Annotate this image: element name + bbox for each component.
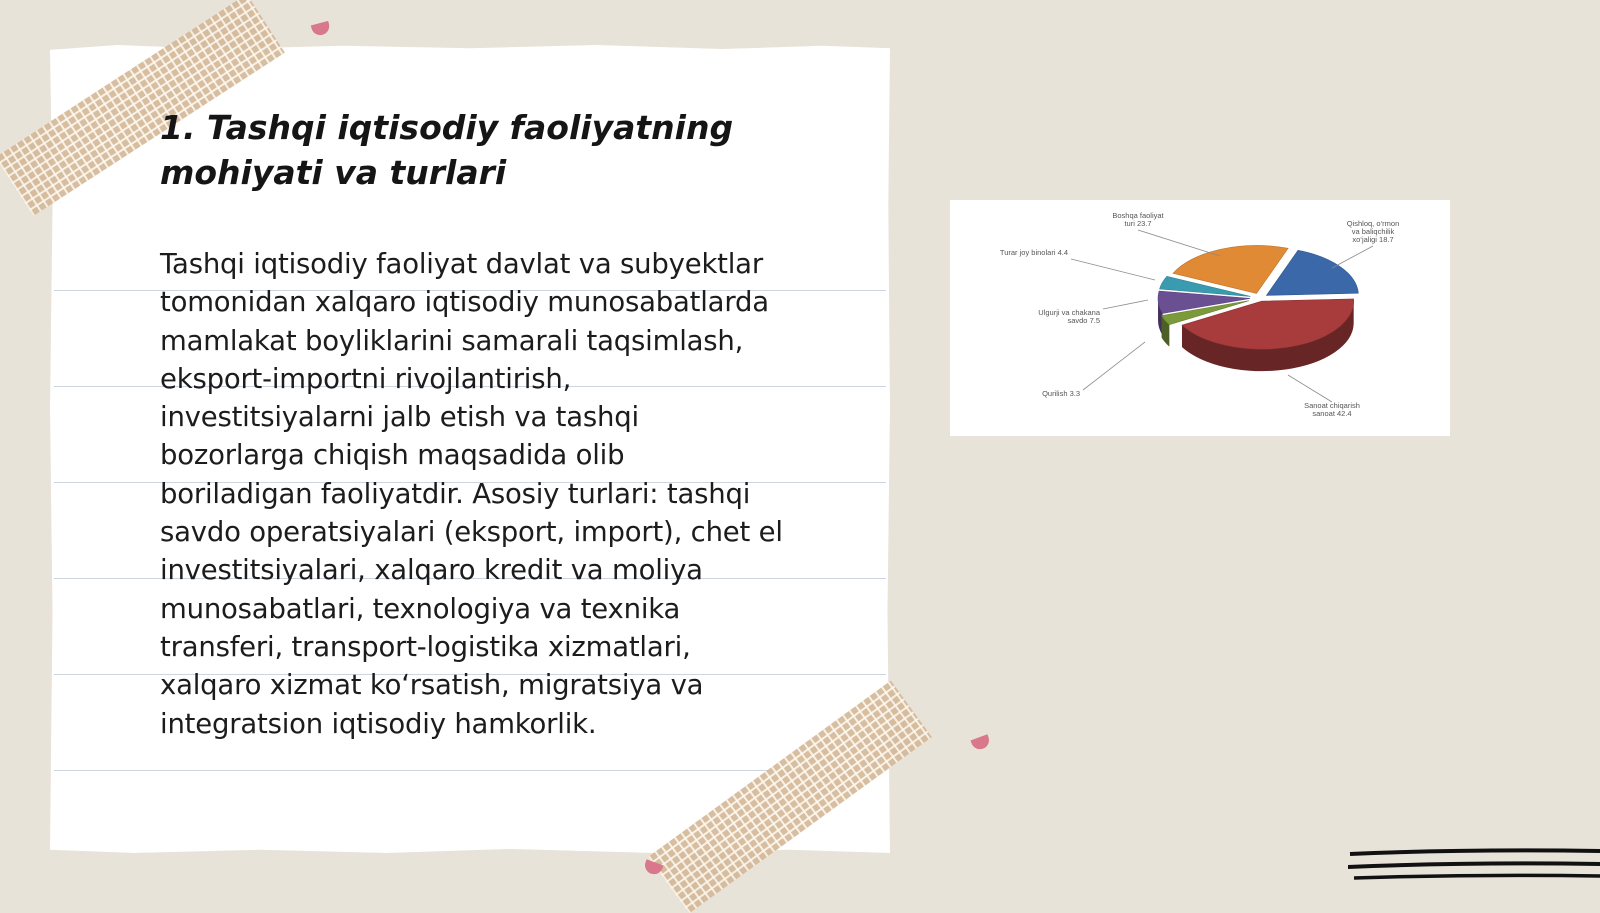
pie-leader-line xyxy=(1138,230,1220,256)
pin-decoration xyxy=(311,21,331,37)
body-line: xalqaro xizmat koʻrsatish, migratsiya va xyxy=(160,669,704,702)
pie-slice-label: Turar joy binolari 4.4 xyxy=(999,248,1068,257)
pie-leader-line xyxy=(1083,342,1145,390)
slide-title xyxy=(160,105,860,195)
body-line: boriladigan faoliyatdir. Asosiy turlari: tashqi xyxy=(160,477,751,510)
decorative-lines xyxy=(1348,845,1600,890)
pie-slice-label: Qishloq, o‘rmon va baliqchilik xo‘jaligi 18.7 xyxy=(1346,219,1400,244)
body-line: eksport-importni rivojlantirish, xyxy=(160,362,572,395)
pie-slice-label: Qurilish 3.3 xyxy=(1042,389,1080,398)
body-line: investitsiyalarni jalb etish va tashqi xyxy=(160,401,639,434)
pie-leader-line xyxy=(1288,375,1332,402)
ruled-line xyxy=(54,770,886,771)
slide-title-line: 1. Tashqi iqtisodiy faoliyatning xyxy=(160,108,734,147)
body-line: savdo operatsiyalari (eksport, import), chet el xyxy=(160,516,783,549)
pie-leader-line xyxy=(1332,246,1373,268)
slide-body-text xyxy=(160,245,860,743)
pie-leader-line xyxy=(1071,259,1155,280)
body-line: mamlakat boyliklarini samarali taqsimlash, xyxy=(160,324,744,357)
pie-slice-label: Boshqa faoliyat turi 23.7 xyxy=(1112,211,1164,228)
body-line: bozorlarga chiqish maqsadida olib xyxy=(160,439,625,472)
slide-title-line: mohiyati va turlari xyxy=(160,153,507,192)
pin-decoration xyxy=(970,734,991,751)
body-line: Tashqi iqtisodiy faoliyat davlat va subyektlar xyxy=(160,248,763,280)
pie-slice-label: Sanoat chiqarish sanoat 42.4 xyxy=(1304,401,1360,418)
pie-leader-line xyxy=(1103,300,1148,309)
body-line: investitsiyalari, xalqaro kredit va moliya xyxy=(160,554,703,587)
body-line: munosabatlari, texnologiya va texnika xyxy=(160,592,681,625)
body-line: tomonidan xalqaro iqtisodiy munosabatlarda xyxy=(160,286,769,319)
body-line: transferi, transport-logistika xizmatlari, xyxy=(160,630,691,663)
pie-slice-label: Ulgurji va chakana savdo 7.5 xyxy=(1038,308,1100,325)
pie-chart xyxy=(950,200,1450,436)
body-line: integratsion iqtisodiy hamkorlik. xyxy=(160,707,597,740)
pie-chart-image xyxy=(950,200,1450,436)
